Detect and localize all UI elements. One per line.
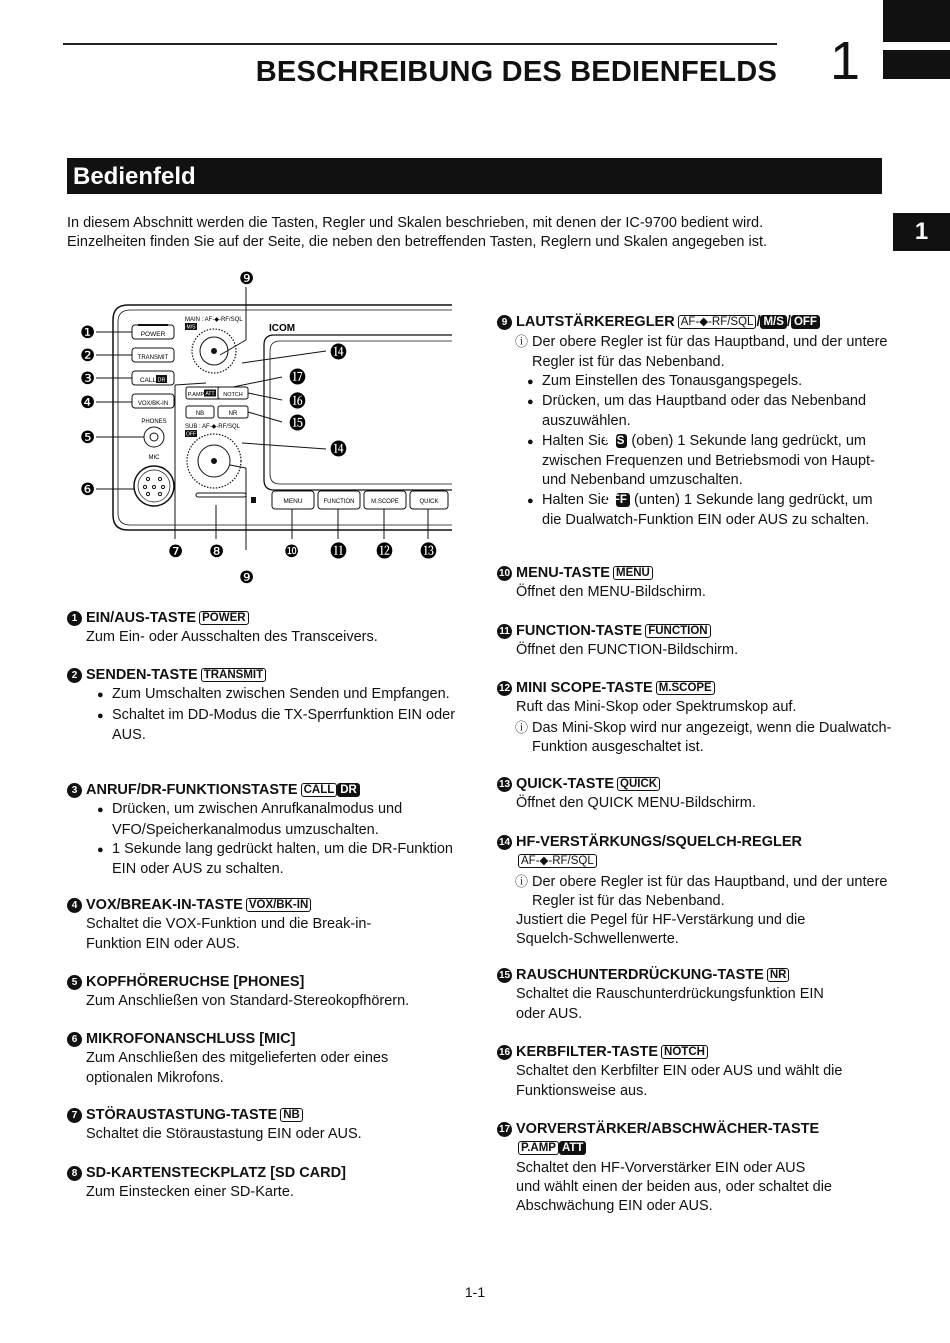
callout-7: ❼ [168,542,184,561]
item-13: 13 QUICK-TASTE QUICK Öffnet den QUICK MENU-Bildschirm. [498,776,756,812]
item-10: 10 MENU-TASTE MENU Öffnet den MENU-Bildschirm. [498,565,706,601]
intro-line: Einzelheiten finden Sie auf der Seite, die neben den betreffenden Tasten, Reglern und Skalen angegeben ist. [67,234,768,250]
svg-text:DR: DR [157,377,166,384]
phones-label: PHONES [141,419,167,425]
callout-17: ⓱ [289,368,306,387]
item-14: 14 HF-VERSTÄRKUNGS/SQUELCH-REGLER AF-◆-RF/SQL ⓘ Der obere Regler ist für das Hauptband, und der untere Regler ist für das Nebenband. Justiert die Pegel für HF-Verstärkung und die Squelch-Schwellenwerte. [497,833,892,950]
callout-5: ❺ [80,428,96,447]
svg-text:M.SCOPE: M.SCOPE [371,499,399,505]
callout-10: ❿ [284,542,300,561]
side-chapter-tab: 1 [893,213,950,251]
item-17: 17 VORVERSTÄRKER/ABSCHWÄCHER-TASTE P.AMP ATT Schaltet den HF-Vorverstärker EIN oder AUS und wählt einen der beiden aus, oder schaltet die Abschwächung EIN oder AUS. [498,1121,832,1215]
callout-2: ❷ [80,346,96,365]
main-knob-label: MAIN : AF-◆-RF/SQL [185,317,243,323]
vox-button [132,394,174,408]
item-4: 4 VOX/BREAK-IN-TASTE VOX/BK-IN Schaltet die VOX-Funktion und die Break-in- Funktion EIN oder AUS. [67,896,467,954]
svg-text:VOX/BK-IN: VOX/BK-IN [137,401,169,407]
item-15: 15 RAUSCHUNTERDRÜCKUNG-TASTE NR Schaltet die Rauschunterdrückungsfunktion EIN oder AUS. [498,967,824,1022]
sub-knob-label: SUB : AF-◆-RF/SQL [185,424,240,430]
callout-4: ❹ [80,393,96,412]
item-2: 2 SENDEN-TASTE TRANSMIT ● Zum Umschalten zwischen Senden und Empfangen. ● Schaltet im DD-Modus die TX-Sperrfunktion EIN oder AUS. [67,666,467,745]
nb-button [186,406,214,418]
svg-text:NR: NR [228,411,238,417]
item-6: 6 MIKROFONANSCHLUSS [MIC] Zum Anschließen des mitgelieferten oder eines optionalen Mikrofons. [67,1030,467,1088]
power-button [132,324,174,339]
main-knob [192,329,236,373]
svg-text:QUICK: QUICK [419,499,439,505]
callout-11: ⓫ [330,542,347,561]
mic-connector [134,466,174,506]
svg-text:MENU: MENU [283,498,303,505]
svg-text:POWER: POWER [140,331,166,338]
notch-button [218,387,248,399]
item-16: 16 KERBFILTER-TASTE NOTCH Schaltet den Kerbfilter EIN oder AUS und wählt die Funktionsweise aus. [498,1044,843,1099]
mic-label: MIC [148,455,160,461]
svg-text:NOTCH: NOTCH [223,392,243,398]
callout-14-bottom: ⓮ [330,440,347,459]
callout-13: ⓭ [420,542,437,561]
chapter-number: 1 [829,31,861,91]
chapter-tab-block-lower [883,50,950,79]
callout-3: ❸ [80,369,96,388]
svg-text:OFF: OFF [186,431,196,438]
callout-1: ❶ [80,323,96,342]
chapter-tab-block [883,0,950,42]
menu-button [272,491,314,509]
sd-slot [196,493,246,497]
quick-button [410,491,448,509]
nr-button [218,406,248,418]
function-button [318,491,360,509]
page-number: 1-1 [464,1284,486,1300]
header-rule [63,43,777,45]
item-1: 1 EIN/AUS-TASTE POWER Zum Ein- oder Ausschalten des Transceivers. [67,609,467,648]
callout-8: ❽ [209,542,225,561]
intro-line: In diesem Abschnitt werden die Tasten, Regler und Skalen beschrieben, mit denen der IC-9700 bedient wird. [67,215,764,231]
svg-text:CALL: CALL [139,377,157,384]
item-8: 8 SD-KARTENSTECKPLATZ [SD CARD] Zum Einstecken einer SD-Karte. [67,1164,467,1203]
chapter-title: BESCHREIBUNG DES BEDIENFELDS [255,56,777,88]
mscope-button [364,491,406,509]
svg-text:ATT: ATT [205,391,215,397]
callout-15: ⓯ [289,414,306,433]
item-5: 5 KOPFHÖRERUCHSE [PHONES] Zum Anschließen von Standard-Stereokopfhörern. [67,973,467,1012]
item-11: 11 FUNCTION-TASTE FUNCTION Öffnet den FUNCTION-Bildschirm. [497,622,892,661]
item-12: 12 MINI SCOPE-TASTE M.SCOPE Ruft das Mini-Skop oder Spektrumskop auf. ⓘ Das Mini-Skop wird nur angezeigt, wenn die Dualwatch-Funktion ausgeschaltet ist. [497,679,892,757]
sub-knob [186,431,241,488]
svg-text:TRANSMIT: TRANSMIT [137,355,169,361]
section-title: Bedienfeld [67,158,882,194]
item-3: 3 ANRUF/DR-FUNKTIONSTASTE CALL DR ● Drücken, um zwischen Anrufkanalmodus und VFO/Speicherkanalmodus umzuschalten. ● 1 Sekunde lang gedrückt halten, um die DR-Funktion EIN oder AUS zu schalten. [67,781,467,879]
call-dr-button [132,371,174,385]
callout-6: ❻ [80,480,96,499]
front-panel-diagram [68,265,468,595]
item-9: 9 LAUTSTÄRKEREGLER AF-◆-RF/SQL / M/S / OFF ⓘ Der obere Regler ist für das Hauptband, und der untere Regler ist für das Nebenband. ● Zum Einstellen des Tonausgangspegels. ● Drücken, um das Hauptband oder das Nebenband auszuwählen. ● Halten Sie M/S (oben) 1 Sekunde lang gedrückt, um zwischen Frequenzen und Betriebsmodi von Haupt- und Nebenband umzuschalten. ● Halten Sie OFF (unten) 1 Sekunde lang gedrückt, um die Dualwatch-Funktion EIN oder AUS zu schalten. [497,313,892,530]
svg-text:P.AMP: P.AMP [187,392,205,398]
callout-9-top: ❾ [239,269,255,288]
svg-text:NB: NB [195,411,205,417]
intro-text [67,214,867,252]
callout-9-bottom: ❾ [239,568,255,587]
svg-text:FUNCTION: FUNCTION [323,499,355,505]
callout-12: ⓬ [376,542,393,561]
callout-14-top: ⓮ [330,343,347,362]
svg-text:M/S: M/S [186,324,196,331]
item-7: 7 STÖRAUSTASTUNG-TASTE NB Schaltet die Störaustastung EIN oder AUS. [67,1106,467,1145]
transmit-button [132,348,174,362]
brand-logo: ICOM [269,323,296,334]
callout-16: ⓰ [289,392,306,411]
phones-jack [144,427,164,447]
